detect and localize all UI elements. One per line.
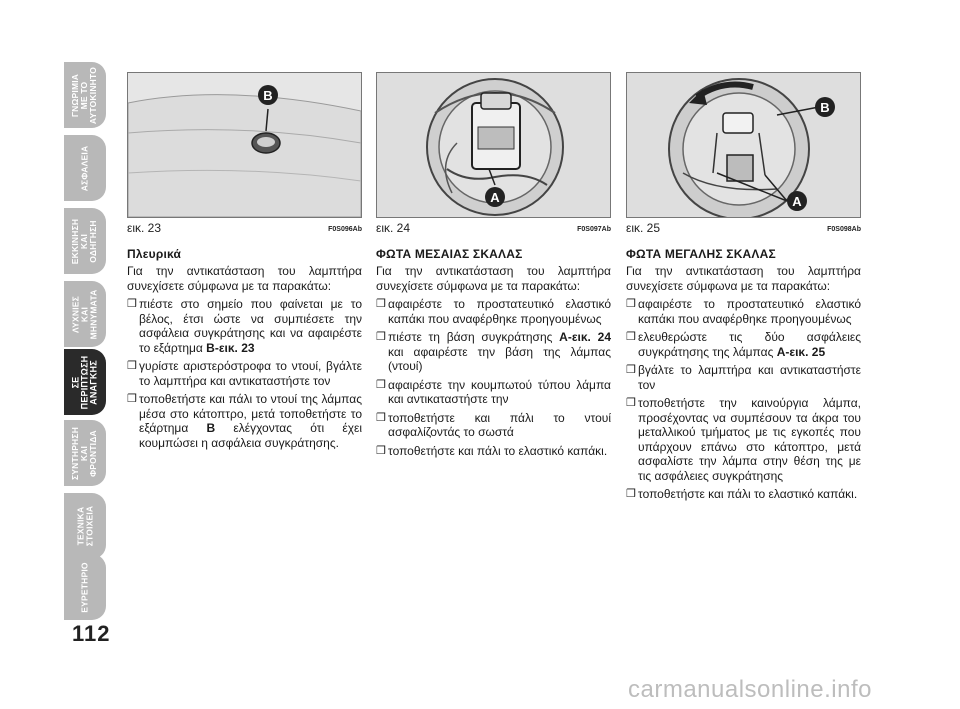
tab-label: ΣΕ ΠΕΡΙΠΤΩΣΗ ΑΝΑΓΚΗΣ xyxy=(70,355,99,409)
step-item: ❒ αφαιρέστε το προστατευτικό ελαστικό καπάκι που αναφέρθηκε προηγουμένως xyxy=(376,297,611,326)
tab-safety[interactable] xyxy=(64,135,106,201)
figure-caption: εικ. 25 xyxy=(626,221,661,235)
step-item: ❒ πιέστε τη βάση συγκράτησης A-εικ. 24 και αφαιρέστε την βάση της λάμπας (ντουί) xyxy=(376,330,611,373)
checkbox-icon: ❒ xyxy=(376,411,386,424)
figure-reference: B-εικ. 23 xyxy=(206,340,255,355)
callout-b-label: B xyxy=(820,100,830,115)
checkbox-icon: ❒ xyxy=(626,364,636,376)
callout-a-label: A xyxy=(490,190,500,205)
checkbox-icon: ❒ xyxy=(127,393,137,405)
step-item: ❒ τοποθετήστε και πάλι το ελαστικό καπάκι. xyxy=(626,487,858,501)
figure-code: F0S097Ab xyxy=(577,226,611,233)
section-title: ΦΩΤΑ ΜΕΓΑΛΗΣ ΣΚΑΛΑΣ xyxy=(626,247,776,261)
callout-a-label: A xyxy=(792,194,802,209)
figure-25 xyxy=(626,72,861,218)
step-item: ❒ βγάλτε το λαμπτήρα και αντικαταστήστε τον xyxy=(626,363,861,392)
high-beam-bulb-illustration xyxy=(627,73,860,217)
tab-know-the-car[interactable] xyxy=(64,62,106,128)
tab-index[interactable] xyxy=(64,554,106,620)
figure-24 xyxy=(376,72,611,218)
tab-label: ΕΚΚΙΝΗΣΗ ΚΑΙ ΟΔΗΓΗΣΗ xyxy=(70,218,99,264)
tab-emergency[interactable] xyxy=(64,349,106,415)
figure-reference: A-εικ. 24 xyxy=(559,330,611,344)
checkbox-icon: ❒ xyxy=(626,331,636,343)
step-item: ❒ τοποθετήστε την καινούργια λάμπα, προσέχοντας να συμπέσουν τα άκρα του μεταλλικού τμήματος με τις εγκοπές που υπάρχουν επάνω στο κάτοπτρο, μετά ασφαλίστε την λάμπα στην θέση της με τις ασφάλειες συγκράτησης xyxy=(626,396,861,483)
step-item: ❒ πιέστε στο σημείο που φαίνεται με το βέλος, έτσι ώστε να συμπιέσετε την ασφάλεια συγκράτησης και να αφαιρέστε το εξάρτημα B-εικ. 23 xyxy=(127,297,362,355)
figure-caption-row xyxy=(127,219,362,235)
intro-paragraph: Για την αντικατάσταση του λαμπτήρα συνεχίσετε σύμφωνα με τα παρακάτω: xyxy=(376,264,611,293)
column-high-beam xyxy=(626,72,861,506)
figure-reference: A-εικ. 25 xyxy=(776,344,826,359)
step-item: ❒ αφαιρέστε την κουμπωτού τύπου λάμπα και αντικαταστήστε την xyxy=(376,377,611,406)
intro-paragraph: Για την αντικατάσταση του λαμπτήρα συνεχίσετε σύμφωνα με τα παρακάτω: xyxy=(127,264,362,293)
figure-23 xyxy=(127,72,362,218)
page-number: 112 xyxy=(72,621,111,646)
tab-maintenance[interactable] xyxy=(64,420,106,486)
intro-paragraph: Για την αντικατάσταση του λαμπτήρα συνεχίσετε σύμφωνα με τα παρακάτω: xyxy=(626,264,861,293)
tab-label: ΣΥΝΤΗΡΗΣΗ ΚΑΙ ΦΡΟΝΤΙΔΑ xyxy=(70,426,99,480)
tab-warning-lights[interactable] xyxy=(64,281,106,347)
step-item: ❒ τοποθετήστε και πάλι το ελαστικό καπάκι. xyxy=(376,443,608,458)
tab-label: ΑΣΦΑΛΕΙΑ xyxy=(79,145,90,191)
figure-caption: εικ. 23 xyxy=(127,221,162,235)
step-item: ❒ τοποθετήστε και πάλι το ντουί ασφαλίζοντάς το σωστά xyxy=(376,410,611,439)
checkbox-icon: ❒ xyxy=(626,298,636,310)
checkbox-icon: ❒ xyxy=(626,397,636,409)
column-side-lights xyxy=(127,72,362,454)
section-title: Πλευρικά xyxy=(127,247,182,261)
step-item: ❒ αφαιρέστε το προστατευτικό ελαστικό καπάκι που αναφέρθηκε προηγουμένως xyxy=(626,297,861,326)
figure-reference: B xyxy=(206,421,216,435)
figure-caption: εικ. 24 xyxy=(376,221,411,235)
tab-label: ΛΥΧΝΙΕΣ ΚΑΙ ΜΗΝΥΜΑΤΑ xyxy=(70,289,99,339)
callout-b-label: B xyxy=(263,88,273,103)
tab-starting-driving[interactable] xyxy=(64,208,106,274)
checkbox-icon: ❒ xyxy=(127,298,137,310)
checkbox-icon: ❒ xyxy=(376,444,386,457)
figure-code: F0S096Ab xyxy=(328,226,362,233)
column-low-beam xyxy=(376,72,611,462)
tab-label: ΕΥΡΕΤΗΡΙΟ xyxy=(79,561,90,613)
checkbox-icon: ❒ xyxy=(127,360,137,372)
figure-caption-row xyxy=(626,219,861,235)
checkbox-icon: ❒ xyxy=(376,298,386,310)
figure-caption-row xyxy=(376,219,611,235)
checkbox-icon: ❒ xyxy=(376,378,386,391)
step-item: ❒ ελευθερώστε τις δύο ασφάλειες συγκράτησης της λάμπας A-εικ. 25 xyxy=(626,330,861,359)
tab-label: ΤΕΧΝΙΚΑ ΣΤΟΙΧΕΙΑ xyxy=(75,505,94,547)
low-beam-bulb-illustration xyxy=(377,73,610,217)
checkbox-icon: ❒ xyxy=(626,488,636,500)
section-title: ΦΩΤΑ ΜΕΣΑΙΑΣ ΣΚΑΛΑΣ xyxy=(376,247,523,261)
tab-technical-data[interactable] xyxy=(64,493,106,559)
car-side-illustration xyxy=(128,73,361,217)
checkbox-icon: ❒ xyxy=(376,331,386,343)
figure-code: F0S098Ab xyxy=(827,226,861,233)
step-item: ❒ γυρίστε αριστερόστροφα το ντουί, βγάλτε το λαμπτήρα και αντικαταστήστε τον xyxy=(127,359,362,388)
tab-label: ΓΝΩΡΙΜΙΑ ΜΕ ΤΟ ΑΥΤΟΚΙΝΗΤΟ xyxy=(70,66,99,124)
watermark: carmanualsonline.info xyxy=(628,676,872,703)
step-item: ❒ τοποθετήστε και πάλι το ντουί της λάμπας μέσα στο κάτοπτρο, μετά τοποθετήστε το εξάρτημα B ελέγχοντας ότι έχει κουμπώσει η ασφάλεια συγκράτησης. xyxy=(127,392,363,450)
